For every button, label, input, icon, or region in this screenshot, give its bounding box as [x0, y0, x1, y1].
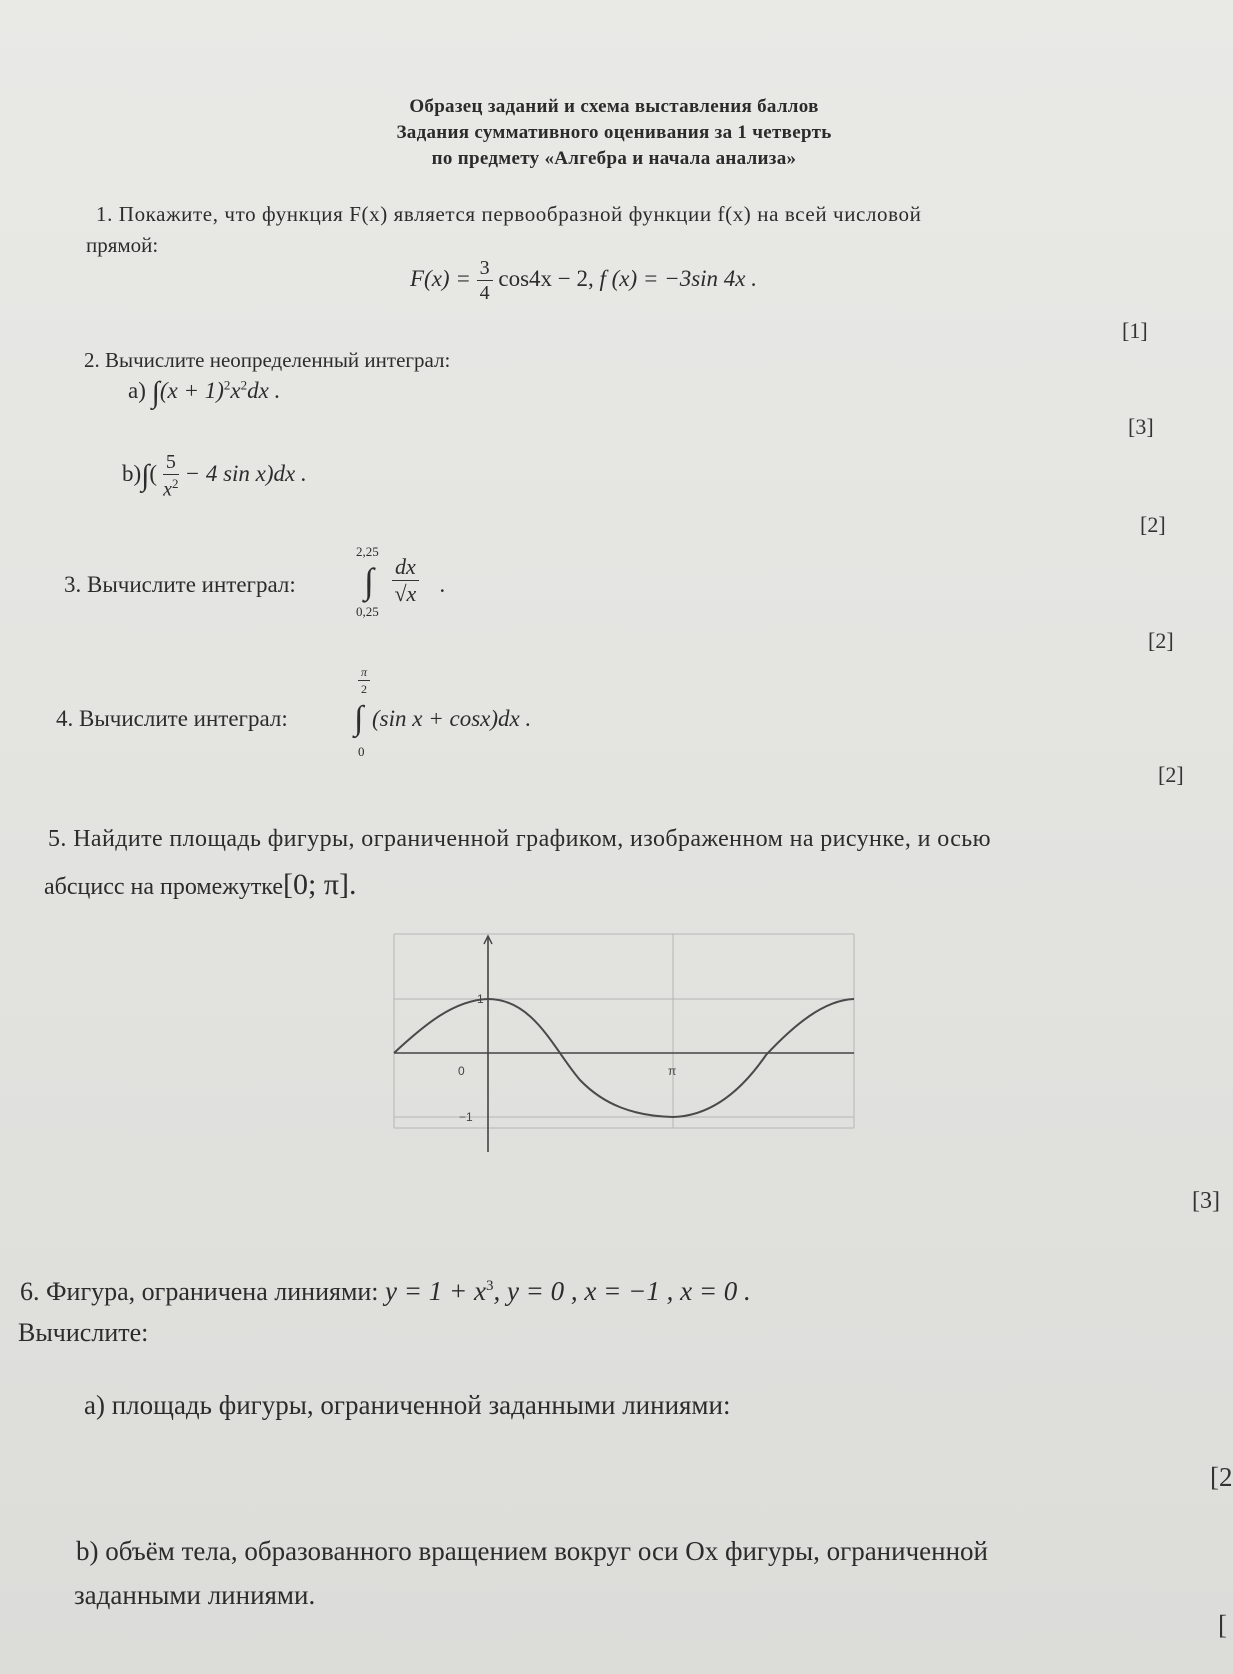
graph-grid [394, 934, 854, 1128]
task6-text: 6. Фигура, ограничена линиями: $y = 1 + x^3$, y = 0 , x = −1 , x = 0 . [20, 1276, 751, 1306]
task5-text-cont: абсцисс на промежутке[0; π]. [44, 868, 357, 901]
task1-score: [1] [1122, 318, 1148, 343]
task6a-text: a) площадь фигуры, ограниченной заданными линиями: [84, 1390, 731, 1420]
integral-sign: ∫ [141, 459, 150, 493]
task2-text: 2. Вычислите неопределенный интеграл: [84, 348, 451, 372]
task6b-score: [ [1218, 1610, 1227, 1640]
task4-text: 4. Вычислите интеграл: [56, 706, 288, 731]
task2a-formula: a) $\int(x + 1)^2x^2dx$ . [128, 376, 281, 409]
label-one: 1 [477, 992, 484, 1006]
header-subject: по предмету «Алгебра и начала анализа» [431, 148, 797, 169]
task3-integral: 2,25 ∫ 0,25 $\frac{dx}{√x}$ . [356, 544, 446, 619]
integral-sign: ∫ [151, 376, 160, 409]
task6a-score: [2 [1210, 1462, 1233, 1492]
task2b-formula: b)∫( $\frac{5}{x^2}$ − 4 sin x)dx . [122, 451, 307, 501]
fraction-5-x2: $\frac{5}{x^2}$ [163, 451, 179, 501]
label-pi: π [668, 1064, 677, 1078]
task2a-score: [3] [1128, 414, 1154, 439]
cosine-curve [394, 999, 854, 1117]
label-zero: 0 [458, 1064, 465, 1078]
task5-text: 5. Найдите площадь фигуры, ограниченной графиком, изображенном на рисунке, и осью [48, 826, 991, 852]
label-minus-one: −1 [459, 1110, 473, 1124]
fraction-dx-sqrtx: $\frac{dx}{√x}$ [392, 556, 419, 605]
header-title: Образец заданий и схема выставления баллов [409, 96, 819, 117]
interval-0-pi: [0; π]. [283, 868, 357, 901]
sine-graph [394, 930, 858, 1152]
task2b-score: [2] [1140, 512, 1166, 537]
task5-score: [3] [1192, 1188, 1220, 1214]
task3-score: [2] [1148, 628, 1174, 653]
task6b-text-cont: заданными линиями. [74, 1580, 316, 1610]
fraction-3-4: $\frac{3}{4}$ [477, 258, 493, 303]
task6b-text: b) объём тела, образованного вращением вокруг оси Ox фигуры, ограниченной [76, 1536, 988, 1566]
fraction-pi-2: $\frac{\pi}{2}$ [358, 666, 370, 695]
task1-text-cont: прямой: [86, 233, 159, 257]
task3-text: 3. Вычислите интеграл: [64, 572, 296, 597]
task6-compute: Вычислите: [18, 1318, 149, 1347]
header-subtitle: Задания суммативного оценивания за 1 четверть [396, 122, 832, 143]
task4-score: [2] [1158, 762, 1184, 787]
task4-integral: $\frac{\pi}{2}$ ∫ 0 (sin x + cosx)dx . [354, 665, 532, 759]
task1-text: 1. Покажите, что функция F(x) является первообразной функции f(x) на всей числовой [96, 202, 922, 226]
task1-formula: F(x) = $\frac{3}{4}$ cos4x − 2, f (x) = −3sin 4x . [410, 257, 758, 304]
